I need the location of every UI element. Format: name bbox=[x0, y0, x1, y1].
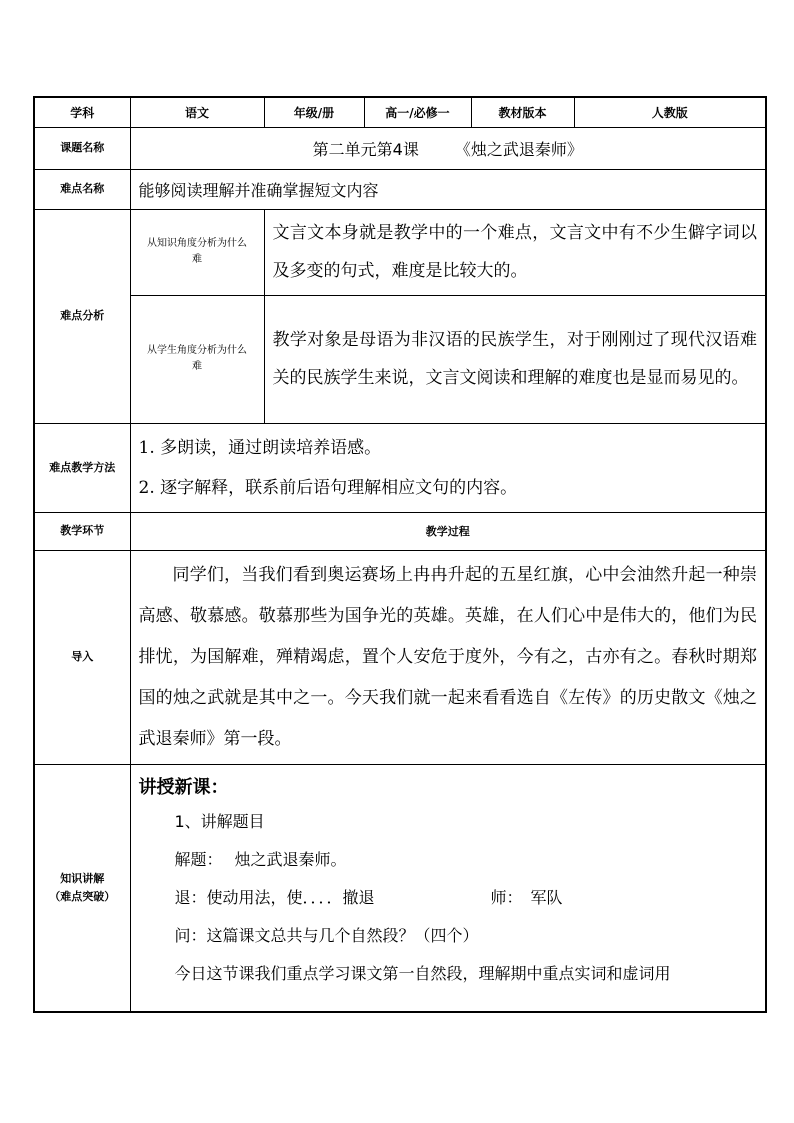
student-angle-row bbox=[34, 295, 766, 423]
student-angle-label-text: 从学生角度分析为什么难 bbox=[147, 345, 247, 372]
lesson-unit: 第二单元第4课 bbox=[312, 139, 419, 159]
difficulty-name-value: 能够阅读理解并准确掌握短文内容 bbox=[130, 169, 766, 209]
knowledge-label: 知识讲解 bbox=[60, 871, 105, 885]
subject-value: 语文 bbox=[130, 97, 264, 127]
difficulty-name-label: 难点名称 bbox=[34, 169, 130, 209]
title-explain-label: 解题： bbox=[174, 849, 223, 869]
teaching-method-row bbox=[34, 423, 766, 512]
student-angle-text: 教学对象是母语为非汉语的民族学生，对于刚刚过了现代汉语难关的民族学生来说，文言文阅读和理解的难度也是显而易见的。 bbox=[264, 295, 766, 423]
word-shi: 师： 军队 bbox=[490, 887, 563, 907]
knowledge-sub-label: （难点突破） bbox=[49, 889, 116, 903]
lesson-title-row bbox=[34, 127, 766, 169]
header-row bbox=[34, 97, 766, 127]
textbook-value: 人教版 bbox=[574, 97, 766, 127]
word-notes bbox=[139, 887, 758, 909]
title-explain-value: 烛之武退秦师。 bbox=[234, 849, 347, 869]
knowledge-row bbox=[34, 764, 766, 1012]
method-item-2: 2. 逐字解释，联系前后语句理解相应文句的内容。 bbox=[138, 477, 518, 498]
grade-value: 高一/必修一 bbox=[364, 97, 471, 127]
new-lesson-heading: 讲授新课： bbox=[138, 776, 229, 798]
lesson-plan-table bbox=[33, 96, 767, 1013]
word-tui: 退：使动用法，使．．．．撤退 bbox=[174, 887, 375, 907]
intro-label: 导入 bbox=[34, 550, 130, 764]
knowledge-angle-row bbox=[34, 209, 766, 295]
question-line: 问：这篇课文总共与几个自然段？（四个） bbox=[174, 925, 479, 945]
lesson-title-cell bbox=[130, 127, 766, 169]
teaching-process-label: 教学过程 bbox=[130, 512, 766, 550]
grade-label: 年级/册 bbox=[264, 97, 364, 127]
knowledge-content bbox=[130, 764, 766, 1012]
intro-text: 同学们，当我们看到奥运赛场上冉冉升起的五星红旗，心中会油然升起一种崇高感、敬慕感。敬慕那些为国争光的英雄。英雄，在人们心中是伟大的，他们为民排忧，为国解难，殚精竭虑，置个人安危于度外，今有之，古亦有之。春秋时期郑国的烛之武就是其中之一。今天我们就一起来看看选自《左传》的历史散文《烛之武退秦师》第一段。 bbox=[130, 550, 766, 764]
difficulty-analysis-label: 难点分析 bbox=[34, 209, 130, 423]
title-explain bbox=[139, 849, 758, 871]
knowledge-angle-label bbox=[130, 209, 264, 295]
difficulty-name-row bbox=[34, 169, 766, 209]
today-line: 今日这节课我们重点学习课文第一自然段，理解期中重点实词和虚词用 bbox=[174, 963, 671, 983]
knowledge-angle-text: 文言文本身就是教学中的一个难点，文言文中有不少生僻字词以及多变的句式，难度是比较大的。 bbox=[264, 209, 766, 295]
teaching-method-label: 难点教学方法 bbox=[34, 423, 130, 512]
textbook-label: 教材版本 bbox=[471, 97, 574, 127]
lesson-name-label: 课题名称 bbox=[34, 127, 130, 169]
student-angle-label bbox=[130, 295, 264, 423]
process-header-row bbox=[34, 512, 766, 550]
subject-label: 学科 bbox=[34, 97, 130, 127]
step-1: 1、讲解题目 bbox=[174, 811, 265, 831]
knowledge-label-cell bbox=[34, 764, 130, 1012]
lesson-title: 《烛之武退秦师》 bbox=[454, 139, 583, 159]
intro-row bbox=[34, 550, 766, 764]
knowledge-angle-label-text: 从知识角度分析为什么难 bbox=[147, 238, 247, 265]
method-item-1: 1. 多朗读，通过朗读培养语感。 bbox=[138, 437, 382, 458]
teaching-stage-label: 教学环节 bbox=[34, 512, 130, 550]
teaching-method-list bbox=[130, 423, 766, 512]
